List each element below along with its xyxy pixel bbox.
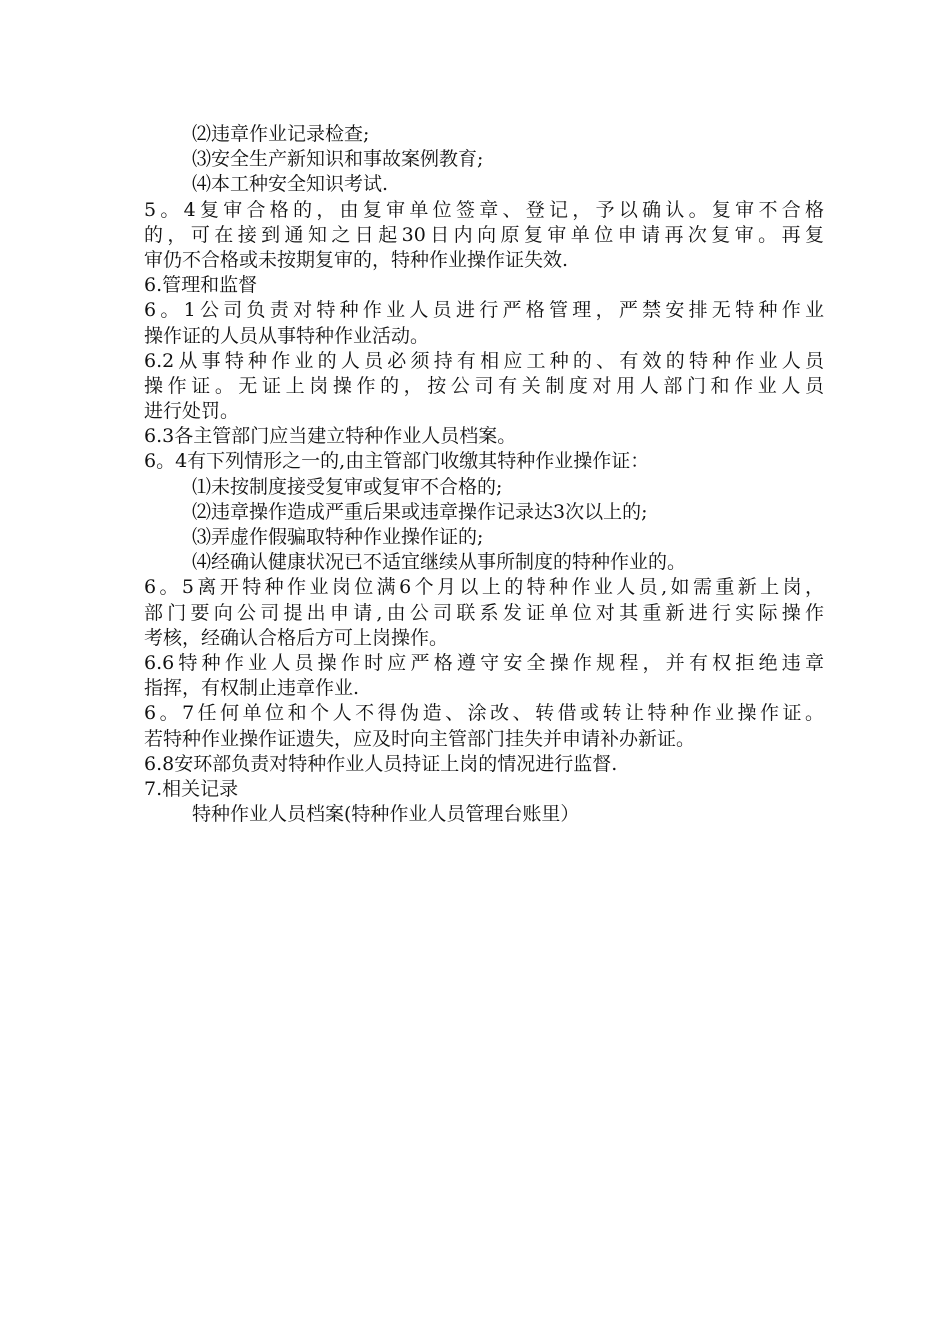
text-line: 5。4复审合格的，由复审单位签章、登记，予以确认。复审不合格 — [144, 198, 824, 221]
text-line: 特种作业人员档案(特种作业人员管理台账里） — [192, 803, 580, 826]
text-line: 6.2从事特种作业的人员必须持有相应工种的、有效的特种作业人员 — [144, 349, 824, 372]
text-line: 的，可在接到通知之日起30日内向原复审单位申请再次复审。再复 — [144, 223, 824, 246]
text-line: ⑷本工种安全知识考试. — [192, 173, 389, 196]
text-line: 进行处罚。 — [144, 400, 240, 423]
text-line: ⑵违章操作造成严重后果或违章操作记录达3次以上的; — [192, 500, 648, 523]
text-line: 7.相关记录 — [144, 777, 239, 800]
text-line: 操作证。无证上岗操作的，按公司有关制度对用人部门和作业人员 — [144, 374, 824, 397]
text-line: ⑶安全生产新知识和事故案例教育; — [192, 148, 484, 171]
text-line: 6。1公司负责对特种作业人员进行严格管理，严禁安排无特种作业 — [144, 299, 824, 322]
text-line: 6。7任何单位和个人不得伪造、涂改、转借或转让特种作业操作证。 — [144, 702, 824, 725]
document-body — [144, 122, 824, 827]
text-line: 6。5离开特种作业岗位满6个月以上的特种作业人员,如需重新上岗， — [144, 576, 824, 599]
text-line: 6.管理和监督 — [144, 274, 258, 297]
text-line: ⑵违章作业记录检查; — [192, 123, 370, 145]
text-line: 操作证的人员从事特种作业活动。 — [144, 324, 430, 347]
text-line: ⑷经确认健康状况已不适宜继续从事所制度的特种作业的。 — [192, 551, 687, 574]
text-line: ⑴未按制度接受复审或复审不合格的; — [192, 475, 503, 498]
text-line: ⑶弄虚作假骗取特种作业操作证的; — [192, 526, 484, 548]
text-line: 部门要向公司提出申请,由公司联系发证单位对其重新进行实际操作 — [144, 601, 824, 624]
text-line: 6.3各主管部门应当建立特种作业人员档案。 — [144, 425, 517, 448]
text-line: 若特种作业操作证遗失，应及时向主管部门挂失并申请补办新证。 — [144, 727, 696, 750]
text-line: 6。4有下列情形之一的,由主管部门收缴其特种作业操作证： — [144, 450, 650, 473]
text-line: 考核，经确认合格后方可上岗操作。 — [144, 626, 449, 649]
text-line: 指挥，有权制止违章作业. — [144, 677, 360, 700]
text-line: 6.6特种作业人员操作时应严格遵守安全操作规程，并有权拒绝违章 — [144, 651, 824, 674]
text-line: 6.8安环部负责对特种作业人员持证上岗的情况进行监督. — [144, 752, 618, 775]
text-line: 审仍不合格或未按期复审的，特种作业操作证失效. — [144, 248, 569, 271]
